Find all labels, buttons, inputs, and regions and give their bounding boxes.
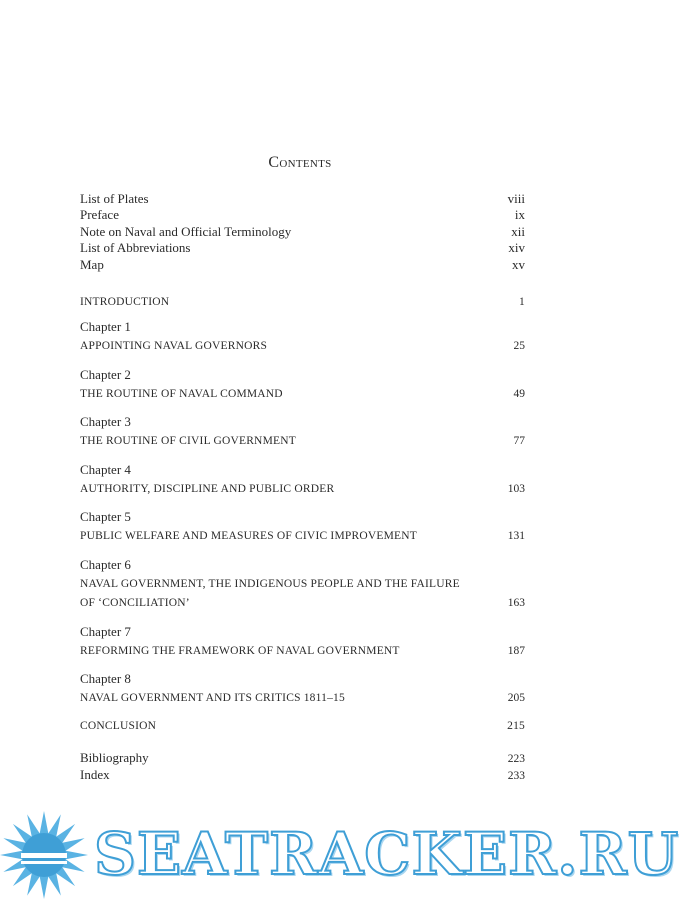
entry-page: xii [511,223,525,239]
table-of-contents [80,191,525,784]
entry-label: Map [80,256,104,272]
toc-entry [80,207,525,223]
toc-entry [80,224,525,240]
chapter-heading: Chapter 1 [80,319,131,335]
toc-entry [80,240,525,256]
toc-entry [80,750,525,767]
entry-label: Note on Naval and Official Terminology [80,223,292,239]
chapter-heading: Chapter 8 [80,671,131,687]
chapter-heading: Chapter 6 [80,556,131,572]
chapter-title-line2: OF ‘CONCILIATION’ [80,597,190,610]
entry-label: Preface [80,207,119,223]
chapter-entry [80,414,525,452]
chapter-title: AUTHORITY, DISCIPLINE AND PUBLIC ORDER [80,482,335,495]
introduction-entry [80,294,525,310]
chapter-entry [80,462,525,500]
chapter-title: APPOINTING NAVAL GOVERNORS [80,340,268,353]
sun-icon [0,811,88,899]
entry-label: Bibliography [80,749,149,765]
front-matter [80,191,525,273]
entry-page: xv [512,256,525,272]
entry-page: 223 [507,752,525,765]
watermark-text: SEATRACKER.RU [94,820,679,888]
entry-page: 1 [519,296,525,309]
entry-page: ix [514,207,525,223]
entry-label: List of Plates [80,191,149,206]
entry-page: 215 [507,719,525,732]
entry-page: 233 [507,769,525,782]
entry-page: 187 [507,644,525,657]
chapter-heading: Chapter 5 [80,509,131,525]
conclusion-entry [80,720,525,732]
entry-label: INTRODUCTION [80,296,170,309]
chapter-entry [80,624,525,662]
chapter-heading: Chapter 2 [80,366,131,382]
chapter-heading: Chapter 3 [80,414,131,430]
entry-label: Index [80,766,110,782]
chapter-title: PUBLIC WELFARE AND MEASURES OF CIVIC IMPROVEMENT [80,530,417,543]
chapter-heading: Chapter 4 [80,461,131,477]
chapter-entry [80,509,525,547]
entry-page: 163 [507,597,525,610]
toc-entry [80,257,525,273]
entry-page: 25 [513,340,525,353]
entry-page: 131 [507,530,525,543]
toc-entry [80,191,525,207]
entry-label: List of Abbreviations [80,240,191,256]
entry-page: 103 [507,482,525,495]
entry-page: viii [507,191,525,206]
chapter-title: THE ROUTINE OF CIVIL GOVERNMENT [80,435,296,448]
chapter-title: THE ROUTINE OF NAVAL COMMAND [80,387,283,400]
entry-page: 205 [507,692,525,705]
chapter-entry [80,671,525,709]
chapter-title: NAVAL GOVERNMENT AND ITS CRITICS 1811–15 [80,692,345,705]
entry-label: CONCLUSION [80,719,157,732]
entry-page: 49 [513,387,525,400]
toc-entry [80,767,525,784]
chapter-entry [80,367,525,405]
chapter-title-line1: NAVAL GOVERNMENT, THE INDIGENOUS PEOPLE AND THE FAILURE [80,577,460,590]
page-title: Contents [268,154,332,171]
entry-page: xiv [508,240,525,256]
chapter-heading: Chapter 7 [80,623,131,639]
chapter-entry [80,557,525,614]
back-matter [80,750,525,785]
chapter-title: REFORMING THE FRAMEWORK OF NAVAL GOVERNMENT [80,644,400,657]
entry-page: 77 [513,435,525,448]
chapter-entry [80,319,525,357]
